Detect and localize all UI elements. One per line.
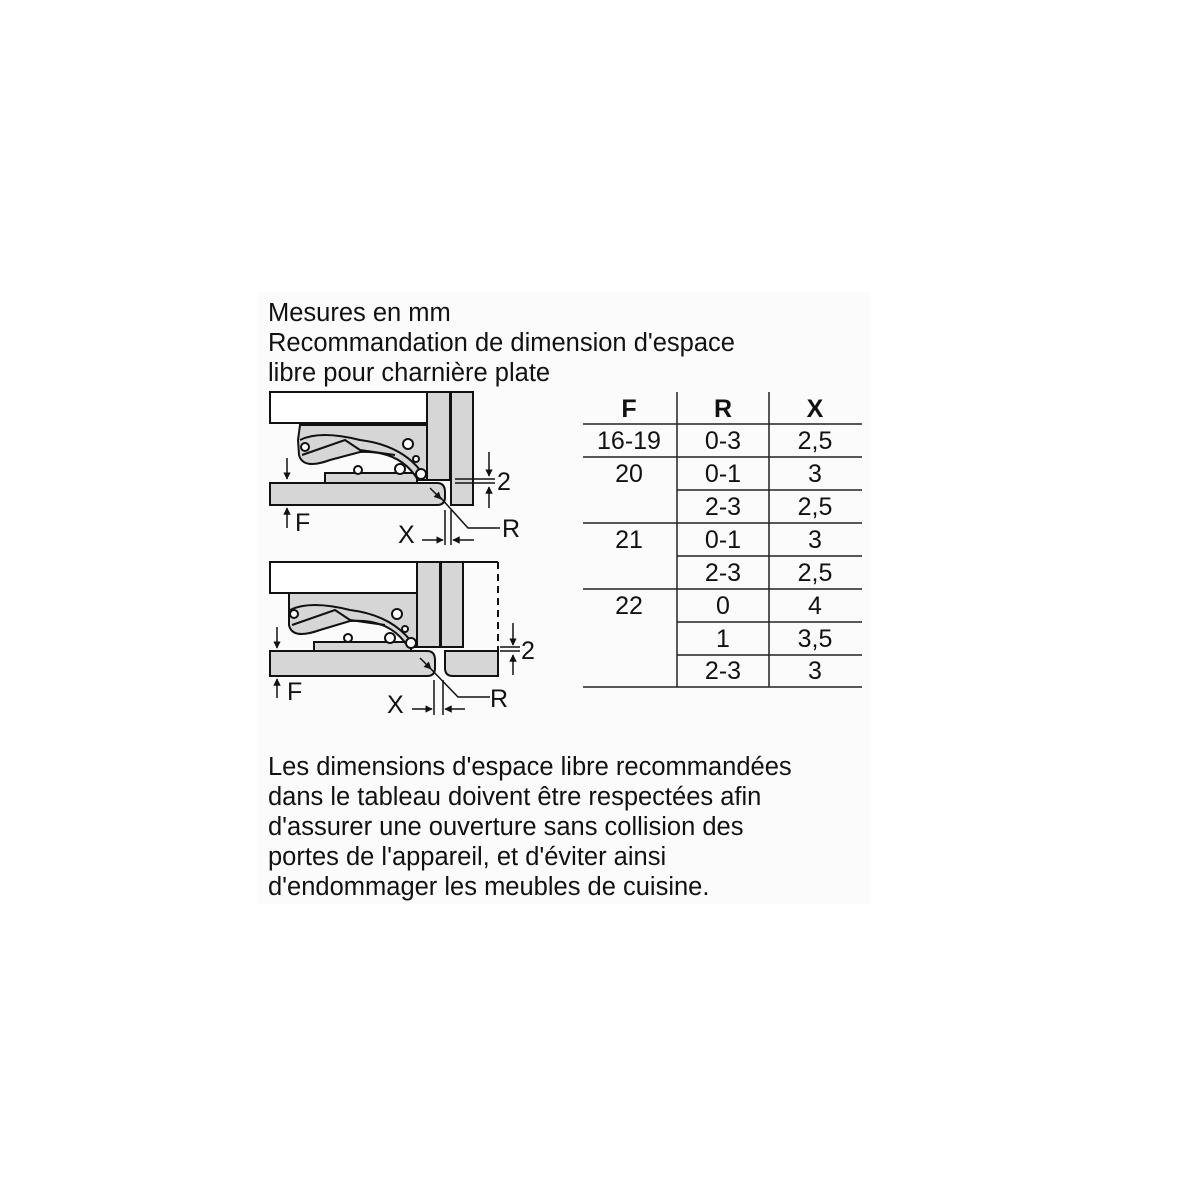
table-cell-f: 16-19	[597, 427, 661, 455]
units-note: Mesures en mm	[268, 299, 451, 327]
table-cell-x: 2,5	[797, 493, 833, 521]
label-f-1: F	[295, 509, 311, 537]
table-cell-x: 3,5	[797, 625, 833, 653]
paragraph-line: Les dimensions d'espace libre recommandées	[268, 753, 792, 781]
paragraph-line: dans le tableau doivent être respectées afin	[268, 783, 762, 811]
table-header-f: F	[621, 395, 637, 423]
recommendation-paragraph	[268, 752, 792, 902]
table-cell-r: 2-3	[704, 657, 742, 685]
table-cell-r: 0-1	[704, 526, 742, 554]
table-cell-r: 0-1	[704, 460, 742, 488]
paragraph-line: portes de l'appareil, et d'éviter ainsi	[268, 843, 667, 871]
table-cell-x: 3	[808, 526, 822, 554]
table-cell-r: 0	[716, 592, 730, 620]
paragraph-line: d'assurer une ouverture sans collision des	[268, 813, 744, 841]
title-line-2: libre pour charnière plate	[268, 359, 551, 387]
table-cell-r: 0-3	[704, 427, 742, 455]
table-cell-x: 4	[808, 592, 822, 620]
table-header-x: X	[806, 395, 824, 423]
table-cell-f: 22	[615, 592, 643, 620]
table-header-r: R	[713, 395, 733, 423]
label-r-2: R	[490, 685, 509, 713]
label-gap-2: 2	[521, 637, 535, 665]
table-cell-r: 2-3	[704, 493, 742, 521]
table-cell-f: 20	[615, 460, 643, 488]
title-line-1: Recommandation de dimension d'espace	[268, 329, 735, 357]
table-cell-r: 1	[716, 625, 730, 653]
label-r-1: R	[502, 515, 521, 543]
paragraph-line: d'endommager les meubles de cuisine.	[268, 873, 710, 901]
label-f-2: F	[287, 678, 303, 706]
table-cell-f: 21	[615, 526, 643, 554]
table-cell-x: 2,5	[797, 427, 833, 455]
label-x-1: X	[398, 521, 415, 549]
table-cell-x: 3	[808, 657, 822, 685]
label-gap-1: 2	[497, 468, 511, 496]
table-cell-r: 2-3	[704, 559, 742, 587]
table-cell-x: 2,5	[797, 559, 833, 587]
table-cell-x: 3	[808, 460, 822, 488]
label-x-2: X	[387, 691, 404, 719]
